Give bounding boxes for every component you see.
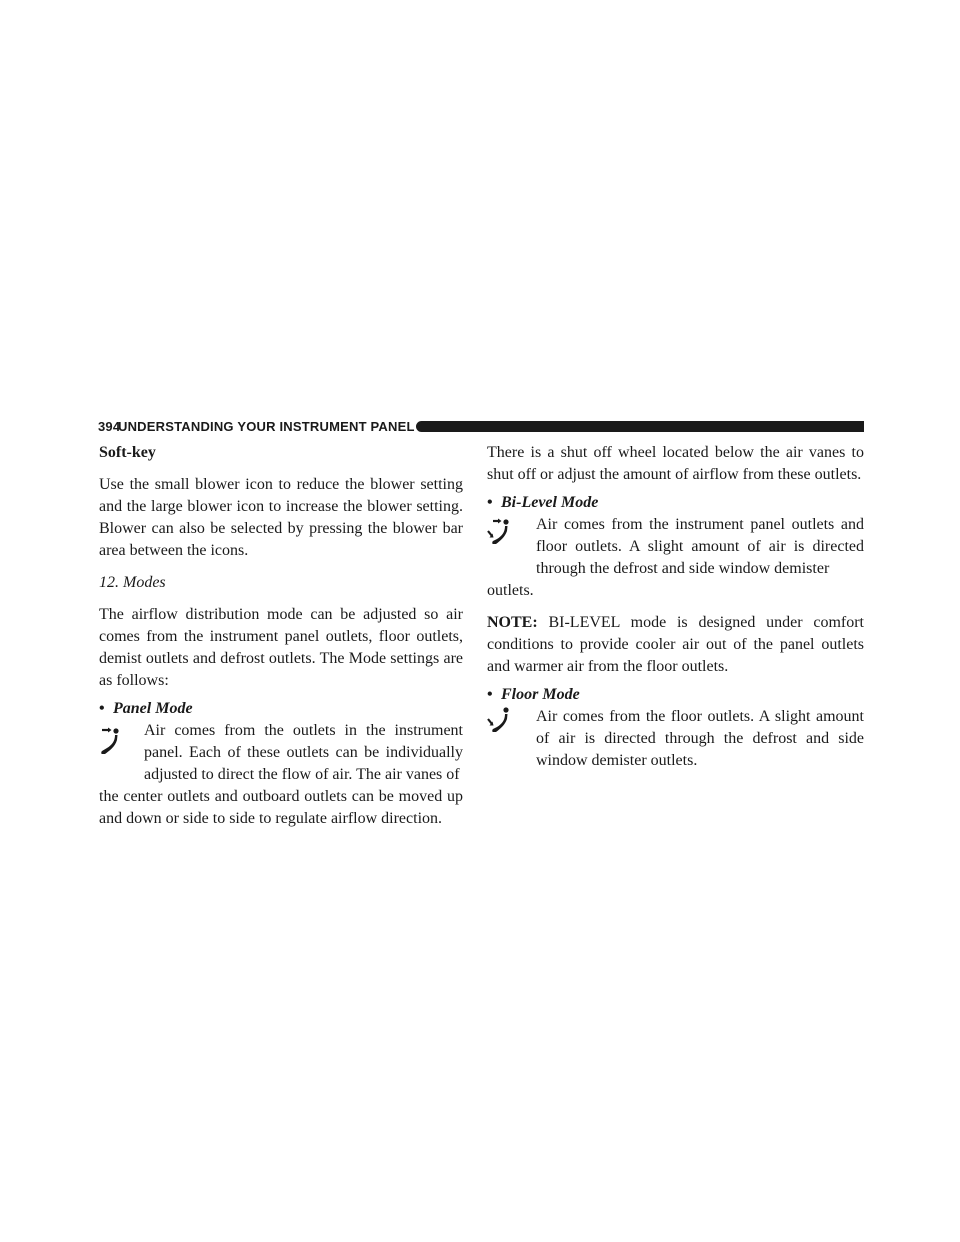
section-title: UNDERSTANDING YOUR INSTRUMENT PANEL: [118, 419, 415, 434]
floor-mode-bullet: [487, 684, 864, 706]
floor-mode-icon: [487, 706, 509, 736]
bullet-dot: •: [487, 494, 493, 511]
note-label: NOTE:: [487, 614, 538, 631]
floor-mode-block: [487, 706, 864, 772]
bilevel-mode-icon: [487, 516, 509, 546]
note-text: BI-LEVEL mode is designed under comfort conditions to provide cooler air out of the panel outlets and warmer air from the floor outlets.: [487, 614, 864, 675]
bilevel-mode-text-indented: Air comes from the instrument panel outlets and floor outlets. A slight amount of air is directed through the defrost and side window demister: [536, 516, 864, 577]
bilevel-mode-title: Bi-Level Mode: [501, 494, 599, 511]
panel-mode-text-full: the center outlets and outboard outlets can be moved up and down or side to side to regulate airflow direction.: [99, 788, 463, 827]
modes-heading: 12. Modes: [99, 574, 166, 591]
panel-mode-text-indented: Air comes from the outlets in the instrument panel. Each of these outlets can be individually adjusted to direct the flow of air. The air vanes of: [144, 722, 463, 783]
modes-intro-paragraph: The airflow distribution mode can be adjusted so air comes from the instrument panel outlets, floor outlets, demist outlets and defrost outlets. The Mode settings are as follows:: [99, 606, 463, 689]
softkey-heading: Soft-key: [99, 444, 156, 461]
panel-mode-icon: [99, 726, 121, 756]
panel-mode-title: Panel Mode: [113, 700, 193, 717]
floor-mode-title: Floor Mode: [501, 686, 580, 703]
bullet-dot: •: [99, 700, 105, 717]
panel-mode-bullet: [99, 698, 463, 720]
softkey-paragraph: Use the small blower icon to reduce the blower setting and the large blower icon to increase the blower setting. Blower can also be selected by pressing the blower bar area between the icons.: [99, 476, 463, 559]
bilevel-mode-bullet: [487, 492, 864, 514]
panel-mode-block: [99, 720, 463, 830]
bilevel-mode-text-full: outlets.: [487, 582, 534, 599]
page-number: 394: [98, 419, 121, 434]
header-rule-bar: [416, 421, 864, 432]
bilevel-mode-block: [487, 514, 864, 602]
note-paragraph: [487, 612, 864, 678]
left-column: [99, 442, 463, 830]
floor-mode-text: Air comes from the floor outlets. A slight amount of air is directed through the defrost and side window demister outlets.: [536, 708, 864, 769]
bullet-dot: •: [487, 686, 493, 703]
page-header: [98, 418, 864, 438]
shutoff-paragraph: There is a shut off wheel located below the air vanes to shut off or adjust the amount of airflow from these outlets.: [487, 444, 864, 483]
right-column: [487, 442, 864, 772]
